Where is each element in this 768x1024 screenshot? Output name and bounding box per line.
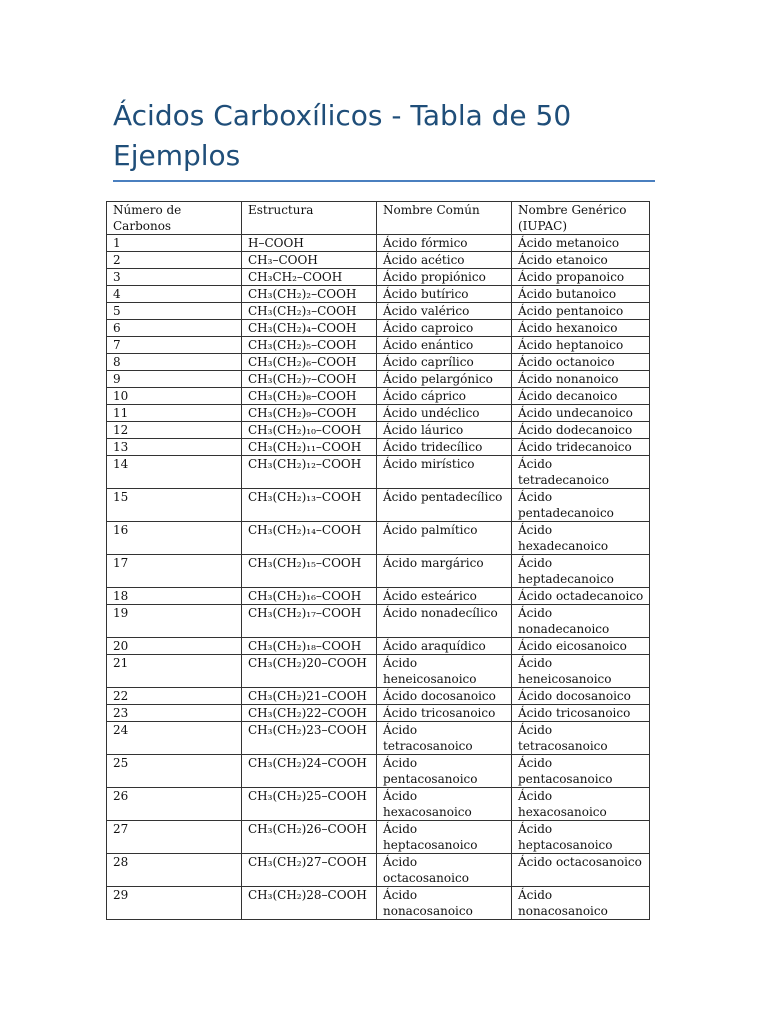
cell-iupac-name: Ácido tridecanoico [512,439,650,456]
cell-carbon-count: 29 [107,887,242,920]
cell-structure: CH₃(CH₂)₆–COOH [242,354,377,371]
table-row [107,655,650,688]
cell-iupac-name: Ácido pentadecanoico [512,489,650,522]
cell-common-name: Ácido fórmico [377,235,512,252]
cell-carbon-count: 15 [107,489,242,522]
cell-structure: CH₃(CH₂)₃–COOH [242,303,377,320]
table-row [107,422,650,439]
cell-iupac-name: Ácido nonacosanoico [512,887,650,920]
cell-common-name: Ácido undéclico [377,405,512,422]
cell-carbon-count: 1 [107,235,242,252]
table-row [107,489,650,522]
cell-common-name: Ácido mirístico [377,456,512,489]
cell-common-name: Ácido docosanoico [377,688,512,705]
cell-iupac-name: Ácido heptadecanoico [512,555,650,588]
table-row [107,405,650,422]
cell-iupac-name: Ácido heneicosanoico [512,655,650,688]
table-row [107,688,650,705]
cell-iupac-name: Ácido heptanoico [512,337,650,354]
document-title: Ácidos Carboxílicos - Tabla de 50 Ejemplos [113,99,572,172]
table-row [107,522,650,555]
cell-common-name: Ácido araquídico [377,638,512,655]
cell-structure: CH₃(CH₂)25–COOH [242,788,377,821]
cell-common-name: Ácido nonadecílico [377,605,512,638]
table-row [107,388,650,405]
table-row [107,638,650,655]
cell-carbon-count: 6 [107,320,242,337]
cell-structure: CH₃(CH₂)₁₀–COOH [242,422,377,439]
header-structure: Estructura [242,202,377,235]
cell-structure: CH₃(CH₂)22–COOH [242,705,377,722]
header-carbon-count: Número de Carbonos [107,202,242,235]
table-row [107,788,650,821]
table-row [107,303,650,320]
title-underline [113,180,655,182]
cell-structure: CH₃(CH₂)₂–COOH [242,286,377,303]
cell-carbon-count: 22 [107,688,242,705]
cell-common-name: Ácido butírico [377,286,512,303]
cell-structure: CH₃(CH₂)23–COOH [242,722,377,755]
table-row [107,320,650,337]
cell-carbon-count: 25 [107,755,242,788]
cell-structure: CH₃(CH₂)₁₁–COOH [242,439,377,456]
cell-carbon-count: 5 [107,303,242,320]
cell-structure: CH₃(CH₂)₁₂–COOH [242,456,377,489]
cell-iupac-name: Ácido hexanoico [512,320,650,337]
cell-carbon-count: 16 [107,522,242,555]
cell-iupac-name: Ácido propanoico [512,269,650,286]
cell-iupac-name: Ácido hexadecanoico [512,522,650,555]
cell-common-name: Ácido margárico [377,555,512,588]
cell-structure: CH₃(CH₂)₁₅–COOH [242,555,377,588]
cell-common-name: Ácido pelargónico [377,371,512,388]
cell-iupac-name: Ácido tricosanoico [512,705,650,722]
cell-carbon-count: 8 [107,354,242,371]
cell-carbon-count: 11 [107,405,242,422]
cell-structure: CH₃(CH₂)₈–COOH [242,388,377,405]
cell-structure: H–COOH [242,235,377,252]
cell-iupac-name: Ácido metanoico [512,235,650,252]
table-row [107,439,650,456]
cell-structure: CH₃(CH₂)27–COOH [242,854,377,887]
cell-iupac-name: Ácido hexacosanoico [512,788,650,821]
table-row [107,337,650,354]
table-row [107,235,650,252]
table-row [107,705,650,722]
cell-iupac-name: Ácido tetracosanoico [512,722,650,755]
carboxylic-acids-table [106,201,650,920]
table-row [107,588,650,605]
cell-common-name: Ácido octacosanoico [377,854,512,887]
cell-structure: CH₃CH₂–COOH [242,269,377,286]
cell-common-name: Ácido enántico [377,337,512,354]
table-row [107,887,650,920]
cell-iupac-name: Ácido pentacosanoico [512,755,650,788]
cell-structure: CH₃(CH₂)₁₇–COOH [242,605,377,638]
cell-structure: CH₃(CH₂)₁₄–COOH [242,522,377,555]
cell-structure: CH₃(CH₂)28–COOH [242,887,377,920]
cell-iupac-name: Ácido etanoico [512,252,650,269]
cell-common-name: Ácido nonacosanoico [377,887,512,920]
cell-structure: CH₃(CH₂)₄–COOH [242,320,377,337]
cell-iupac-name: Ácido docosanoico [512,688,650,705]
cell-iupac-name: Ácido heptacosanoico [512,821,650,854]
cell-structure: CH₃(CH₂)₇–COOH [242,371,377,388]
cell-common-name: Ácido esteárico [377,588,512,605]
header-common-name: Nombre Común [377,202,512,235]
cell-iupac-name: Ácido decanoico [512,388,650,405]
cell-common-name: Ácido pentacosanoico [377,755,512,788]
table-row [107,755,650,788]
cell-carbon-count: 19 [107,605,242,638]
cell-carbon-count: 10 [107,388,242,405]
cell-structure: CH₃(CH₂)₅–COOH [242,337,377,354]
cell-iupac-name: Ácido nonanoico [512,371,650,388]
cell-iupac-name: Ácido tetradecanoico [512,456,650,489]
cell-common-name: Ácido pentadecílico [377,489,512,522]
table-row [107,555,650,588]
cell-common-name: Ácido acético [377,252,512,269]
table-row [107,269,650,286]
cell-common-name: Ácido caprílico [377,354,512,371]
table-row [107,456,650,489]
cell-common-name: Ácido heptacosanoico [377,821,512,854]
cell-carbon-count: 27 [107,821,242,854]
cell-common-name: Ácido cáprico [377,388,512,405]
table-row [107,854,650,887]
cell-structure: CH₃–COOH [242,252,377,269]
cell-structure: CH₃(CH₂)20–COOH [242,655,377,688]
cell-common-name: Ácido tricosanoico [377,705,512,722]
cell-structure: CH₃(CH₂)₉–COOH [242,405,377,422]
cell-carbon-count: 18 [107,588,242,605]
cell-carbon-count: 23 [107,705,242,722]
cell-carbon-count: 21 [107,655,242,688]
cell-carbon-count: 20 [107,638,242,655]
cell-common-name: Ácido tridecílico [377,439,512,456]
cell-carbon-count: 24 [107,722,242,755]
cell-carbon-count: 3 [107,269,242,286]
cell-common-name: Ácido caproico [377,320,512,337]
table-row [107,354,650,371]
table-row [107,286,650,303]
cell-carbon-count: 14 [107,456,242,489]
cell-iupac-name: Ácido octadecanoico [512,588,650,605]
cell-common-name: Ácido hexacosanoico [377,788,512,821]
cell-iupac-name: Ácido dodecanoico [512,422,650,439]
cell-common-name: Ácido heneicosanoico [377,655,512,688]
cell-carbon-count: 2 [107,252,242,269]
cell-structure: CH₃(CH₂)₁₆–COOH [242,588,377,605]
cell-iupac-name: Ácido pentanoico [512,303,650,320]
table-row [107,605,650,638]
table-row [107,371,650,388]
cell-common-name: Ácido láurico [377,422,512,439]
table-row [107,722,650,755]
cell-carbon-count: 4 [107,286,242,303]
cell-iupac-name: Ácido butanoico [512,286,650,303]
cell-iupac-name: Ácido undecanoico [512,405,650,422]
cell-structure: CH₃(CH₂)₁₃–COOH [242,489,377,522]
cell-carbon-count: 17 [107,555,242,588]
table-row [107,252,650,269]
cell-common-name: Ácido valérico [377,303,512,320]
cell-common-name: Ácido palmítico [377,522,512,555]
cell-carbon-count: 28 [107,854,242,887]
cell-iupac-name: Ácido octanoico [512,354,650,371]
cell-carbon-count: 9 [107,371,242,388]
cell-carbon-count: 26 [107,788,242,821]
cell-common-name: Ácido propiónico [377,269,512,286]
cell-structure: CH₃(CH₂)24–COOH [242,755,377,788]
cell-carbon-count: 13 [107,439,242,456]
table-row [107,821,650,854]
cell-carbon-count: 12 [107,422,242,439]
cell-structure: CH₃(CH₂)21–COOH [242,688,377,705]
cell-structure: CH₃(CH₂)₁₈–COOH [242,638,377,655]
cell-common-name: Ácido tetracosanoico [377,722,512,755]
cell-iupac-name: Ácido nonadecanoico [512,605,650,638]
table-header-row [107,202,650,235]
cell-iupac-name: Ácido octacosanoico [512,854,650,887]
cell-carbon-count: 7 [107,337,242,354]
header-iupac-name: Nombre Genérico (IUPAC) [512,202,650,235]
cell-structure: CH₃(CH₂)26–COOH [242,821,377,854]
cell-iupac-name: Ácido eicosanoico [512,638,650,655]
